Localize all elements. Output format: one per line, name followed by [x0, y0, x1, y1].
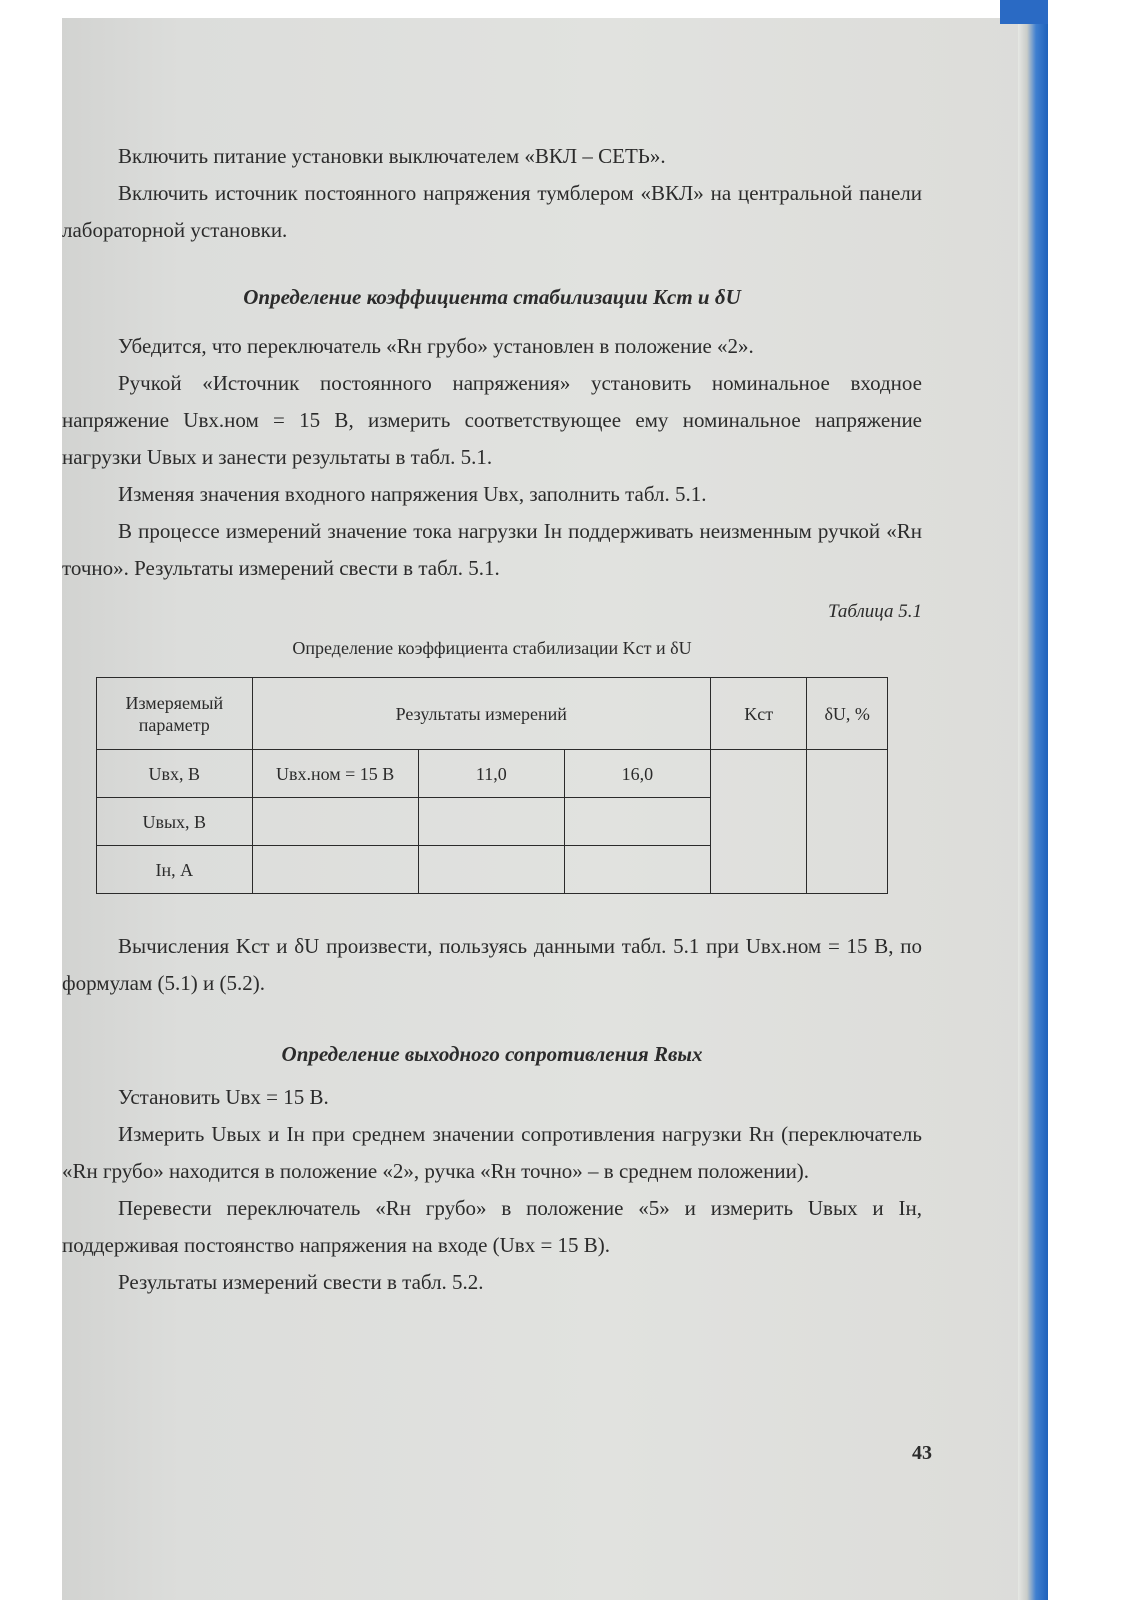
table-title: Определение коэффициента стабилизации Kст и δU: [292, 638, 692, 658]
table-cell: [252, 846, 418, 894]
table-cell-param: Iн, А: [97, 846, 253, 894]
paragraph: Перевести переключатель «Rн грубо» в положение «5» и измерить Uвых и Iн, поддерживая постоянство напряжения на входе (Uвх = 15 В).: [62, 1196, 922, 1257]
table-header-kst: Kст: [710, 678, 806, 750]
table-cell: [564, 798, 710, 846]
paragraph: Вычисления Kст и δU произвести, пользуясь данными табл. 5.1 при Uвх.ном = 15 В, по формулам (5.1) и (5.2).: [62, 934, 922, 995]
scan-background-left: [0, 0, 62, 1600]
table-cell: [418, 798, 564, 846]
section-heading: Определение коэффициента стабилизации Kст и δU: [243, 285, 741, 309]
table-cell: Uвх.ном = 15 В: [252, 750, 418, 798]
table-cell: 16,0: [564, 750, 710, 798]
book-cover-edge: [1018, 0, 1048, 1600]
table-header-du: δU, %: [807, 678, 888, 750]
book-cover-corner: [1000, 0, 1048, 24]
table-cell: [564, 846, 710, 894]
paragraph: Изменяя значения входного напряжения Uвх, заполнить табл. 5.1.: [118, 482, 707, 506]
table-label: Таблица 5.1: [828, 601, 922, 622]
table-cell: [418, 846, 564, 894]
paragraph: Результаты измерений свести в табл. 5.2.: [118, 1270, 484, 1294]
paragraph: В процессе измерений значение тока нагрузки Iн поддерживать неизменным ручкой «Rн точно». Результаты измерений свести в табл. 5.1.: [62, 519, 922, 580]
page-number: 43: [912, 1442, 932, 1464]
table-cell-param: Uвых, В: [97, 798, 253, 846]
paragraph: Измерить Uвых и Iн при среднем значении сопротивления нагрузки Rн (переключатель «Rн грубо» находится в положение «2», ручка «Rн точно» – в среднем положении).: [62, 1122, 922, 1183]
table-cell: 11,0: [418, 750, 564, 798]
paragraph: Убедится, что переключатель «Rн грубо» установлен в положение «2».: [118, 334, 754, 358]
section-heading: Определение выходного сопротивления Rвых: [281, 1042, 703, 1066]
page-content: [62, 0, 922, 1301]
table-cell-param: Uвх, В: [97, 750, 253, 798]
table-cell-kst: [710, 750, 806, 894]
table-row: [97, 750, 888, 798]
table-cell-du: [807, 750, 888, 894]
table-header-results: Результаты измерений: [252, 678, 710, 750]
table-header-param: Измеряемый параметр: [97, 678, 253, 750]
table-cell: [252, 798, 418, 846]
paragraph: Установить Uвх = 15 В.: [118, 1085, 329, 1109]
measurement-table: [96, 677, 888, 894]
paragraph: Ручкой «Источник постоянного напряжения» установить номинальное входное напряжение Uвх.ном = 15 В, измерить соответствующее ему номинальное напряжение нагрузки Uвых и занести результаты в табл. 5.1.: [62, 371, 922, 469]
paragraph: Включить питание установки выключателем «ВКЛ – СЕТЬ».: [118, 144, 666, 168]
paragraph: Включить источник постоянного напряжения тумблером «ВКЛ» на центральной панели лабораторной установки.: [62, 181, 922, 242]
